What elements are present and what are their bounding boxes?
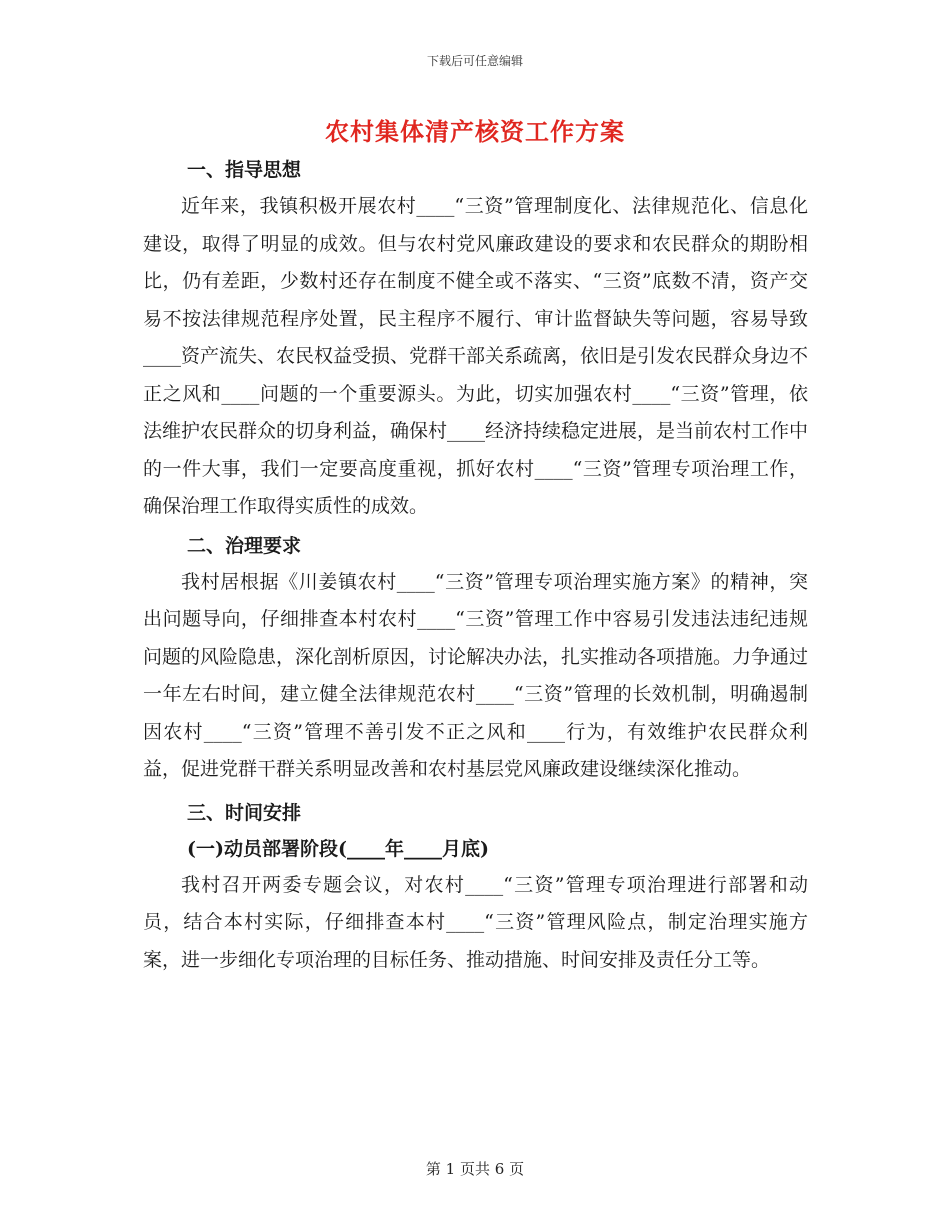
section-paragraph-guiding-thought: 近年来，我镇积极开展农村____“三资”管理制度化、法律规范化、信息化建设，取得了明显的成效。但与农村党风廉政建设的要求和农民群众的期盼相比，仍有差距，少数村还存在制度不健全或不落实、“三资”底数不清，资产交易不按法律规范程序处置，民主程序不履行、审计监督缺失等问题，容易导致____资产流失、农民权益受损、党群干部关系疏离，依旧是引发农民群众身边不正之风和____问题的一个重要源头。为此，切实加强农村____“三资”管理，依法维护农民群众的切身利益，确保村____经济持续稳定进展，是当前农村工作中的一件大事，我们一定要高度重视，抓好农村____“三资”管理专项治理工作，确保治理工作取得实质性的成效。 (143, 195, 809, 517)
section-paragraph-mobilization: 我村召开两委专题会议，对农村____“三资”管理专项治理进行部署和动员，结合本村实际，仔细排查本村____“三资”管理风险点，制定治理实施方案，进一步细化专项治理的目标任务、推动措施、时间安排及责任分工等。 (143, 873, 808, 971)
section-heading-schedule: 三、时间安排 (187, 801, 302, 824)
section-heading-governance-requirements: 二、治理要求 (187, 534, 302, 557)
page-header-note: 下载后可任意编辑 (426, 54, 523, 68)
page-number-footer: 第 1 页共 6 页 (425, 1160, 525, 1178)
subsection-heading-mobilization: (一)动员部署阶段(____年____月底) (187, 837, 489, 860)
section-paragraph-governance-requirements: 我村居根据《川姜镇农村____“三资”管理专项治理实施方案》的精神，突出问题导向，仔细排查本村农村____“三资”管理工作中容易引发违法违纪违规问题的风险隐患，深化剖析原因，讨论解决办法，扎实推动各项措施。力争通过一年左右时间，建立健全法律规范农村____“三资”管理的长效机制，明确遏制因农村____“三资”管理不善引发不正之风和____行为，有效维护农民群众利益，促进党群干群关系明显改善和农村基层党风廉政建设继续深化推动。 (143, 570, 809, 780)
document-body (143, 152, 808, 979)
document-title: 农村集体清产核资工作方案 (325, 117, 625, 146)
section-heading-guiding-thought: 一、指导思想 (187, 159, 302, 181)
